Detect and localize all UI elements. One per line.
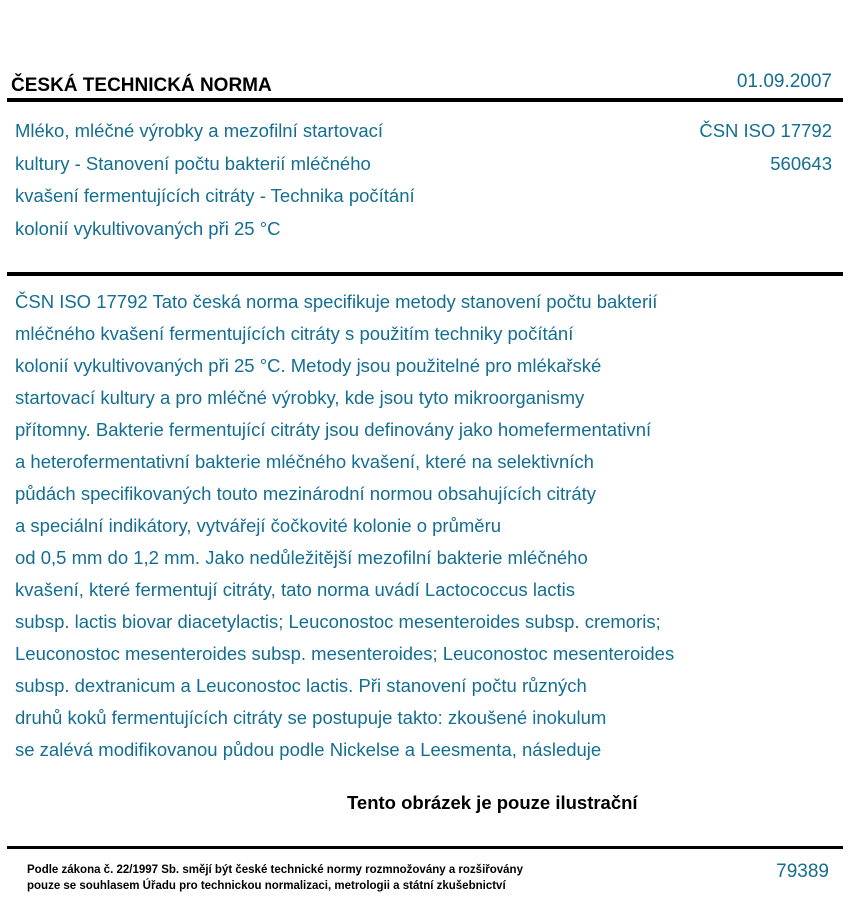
- header-divider: [7, 98, 843, 102]
- abstract-line: přítomny. Bakterie fermentující citráty jsou definovány jako homefermentativní: [15, 419, 652, 440]
- section-divider: [7, 272, 843, 276]
- legal-notice-line: Podle zákona č. 22/1997 Sb. smějí být české technické normy rozmnožovány a rozšiřovány: [27, 864, 523, 876]
- abstract-line: ČSN ISO 17792 Tato česká norma specifikuje metody stanovení počtu bakterií: [15, 291, 658, 312]
- abstract-line: subsp. lactis biovar diacetylactis; Leuconostoc mesenteroides subsp. cremoris;: [15, 611, 661, 632]
- standard-title: [15, 115, 505, 245]
- abstract-line: Leuconostoc mesenteroides subsp. mesenteroides; Leuconostoc mesenteroides: [15, 643, 675, 664]
- abstract-line: půdách specifikovaných touto mezinárodní normou obsahujících citráty: [15, 483, 597, 504]
- abstract-line: subsp. dextranicum a Leuconostoc lactis. Při stanovení počtu různých: [15, 675, 587, 696]
- abstract-line: se zalévá modifikovanou půdou podle Nickelse a Leesmenta, následuje: [15, 739, 602, 760]
- classification-code: 560643: [770, 152, 832, 174]
- abstract-text: [15, 286, 815, 766]
- standard-number: ČSN ISO 17792: [699, 120, 832, 141]
- document-header-title: ČESKÁ TECHNICKÁ NORMA: [11, 75, 272, 96]
- catalog-code: 79389: [776, 861, 829, 882]
- abstract-line: kvašení, které fermentují citráty, tato norma uvádí Lactococcus lactis: [15, 579, 576, 600]
- illustration-note: Tento obrázek je pouze ilustrační: [347, 792, 638, 813]
- abstract-line: kolonií vykultivovaných při 25 °C. Metody jsou použitelné pro mlékařské: [15, 355, 602, 376]
- abstract-line: druhů koků fermentujících citráty se postupuje takto: zkoušené inokulum: [15, 707, 607, 728]
- standard-title-line: Mléko, mléčné výrobky a mezofilní startovací: [15, 120, 384, 141]
- abstract-line: startovací kultury a pro mléčné výrobky, kde jsou tyto mikroorganismy: [15, 387, 585, 408]
- abstract-line: a heterofermentativní bakterie mléčného kvašení, které na selektivních: [15, 451, 594, 472]
- publication-date: 01.09.2007: [736, 71, 832, 92]
- standard-title-line: kolonií vykultivovaných při 25 °C: [15, 217, 281, 239]
- legal-notice: [27, 862, 523, 894]
- footer-divider: [7, 846, 843, 849]
- standard-title-line: kultury - Stanovení počtu bakterií mléčného: [15, 152, 371, 174]
- standard-title-line: kvašení fermentujících citráty - Technika počítání: [15, 185, 415, 206]
- abstract-line: mléčného kvašení fermentujících citráty s použitím techniky počítání: [15, 323, 574, 344]
- legal-notice-line: pouze se souhlasem Úřadu pro technickou normalizaci, metrologii a státní zkušebnictví: [27, 880, 506, 892]
- standard-meta: [699, 115, 832, 180]
- abstract-line: od 0,5 mm do 1,2 mm. Jako nedůležitější mezofilní bakterie mléčného: [15, 547, 588, 568]
- abstract-line: a speciální indikátory, vytvářejí čočkovité kolonie o průměru: [15, 515, 502, 536]
